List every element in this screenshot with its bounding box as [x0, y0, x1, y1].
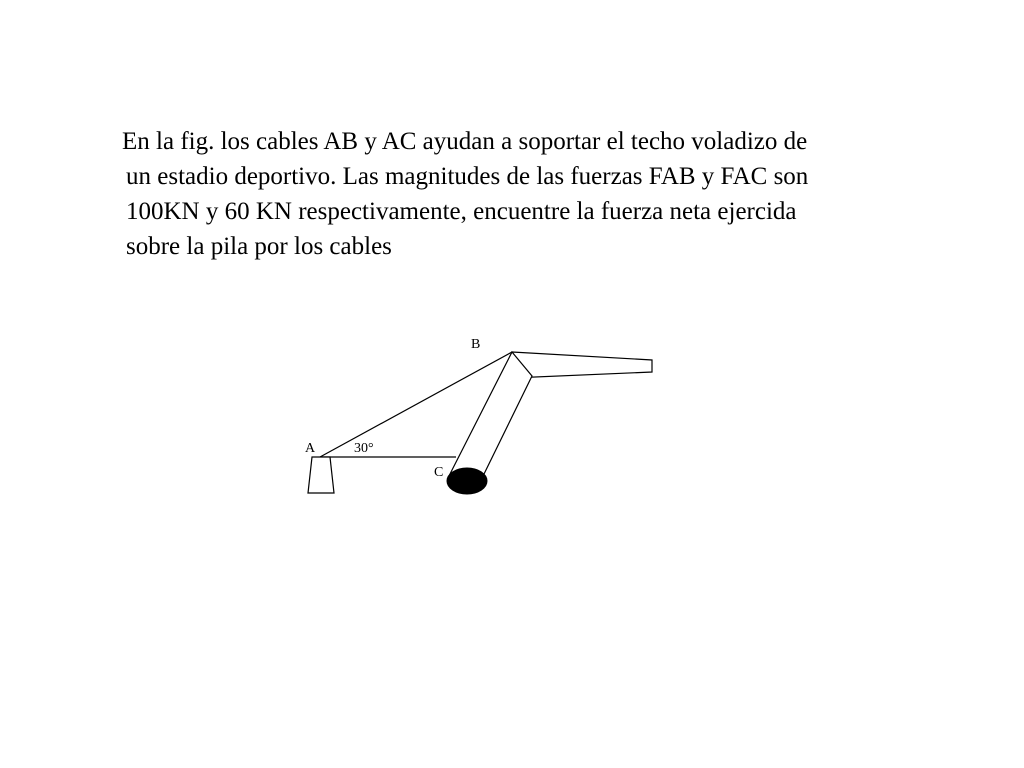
support-column — [450, 352, 532, 474]
problem-line-1: En la fig. los cables AB y AC ayudan a soportar el techo voladizo de — [122, 128, 808, 155]
pile — [447, 468, 487, 494]
problem-line-4: sobre la pila por los cables — [126, 233, 392, 260]
angle-label: 30° — [354, 441, 374, 456]
problem-line-2: un estadio deportivo. Las magnitudes de las fuerzas FAB y FAC son — [126, 163, 809, 190]
problem-line-3: 100KN y 60 KN respectivamente, encuentre la fuerza neta ejercida — [126, 198, 797, 225]
label-a: A — [305, 441, 316, 456]
anchor-block — [308, 457, 334, 493]
roof-cantilever — [512, 352, 652, 378]
label-b: B — [471, 337, 481, 352]
label-c: C — [434, 465, 444, 480]
